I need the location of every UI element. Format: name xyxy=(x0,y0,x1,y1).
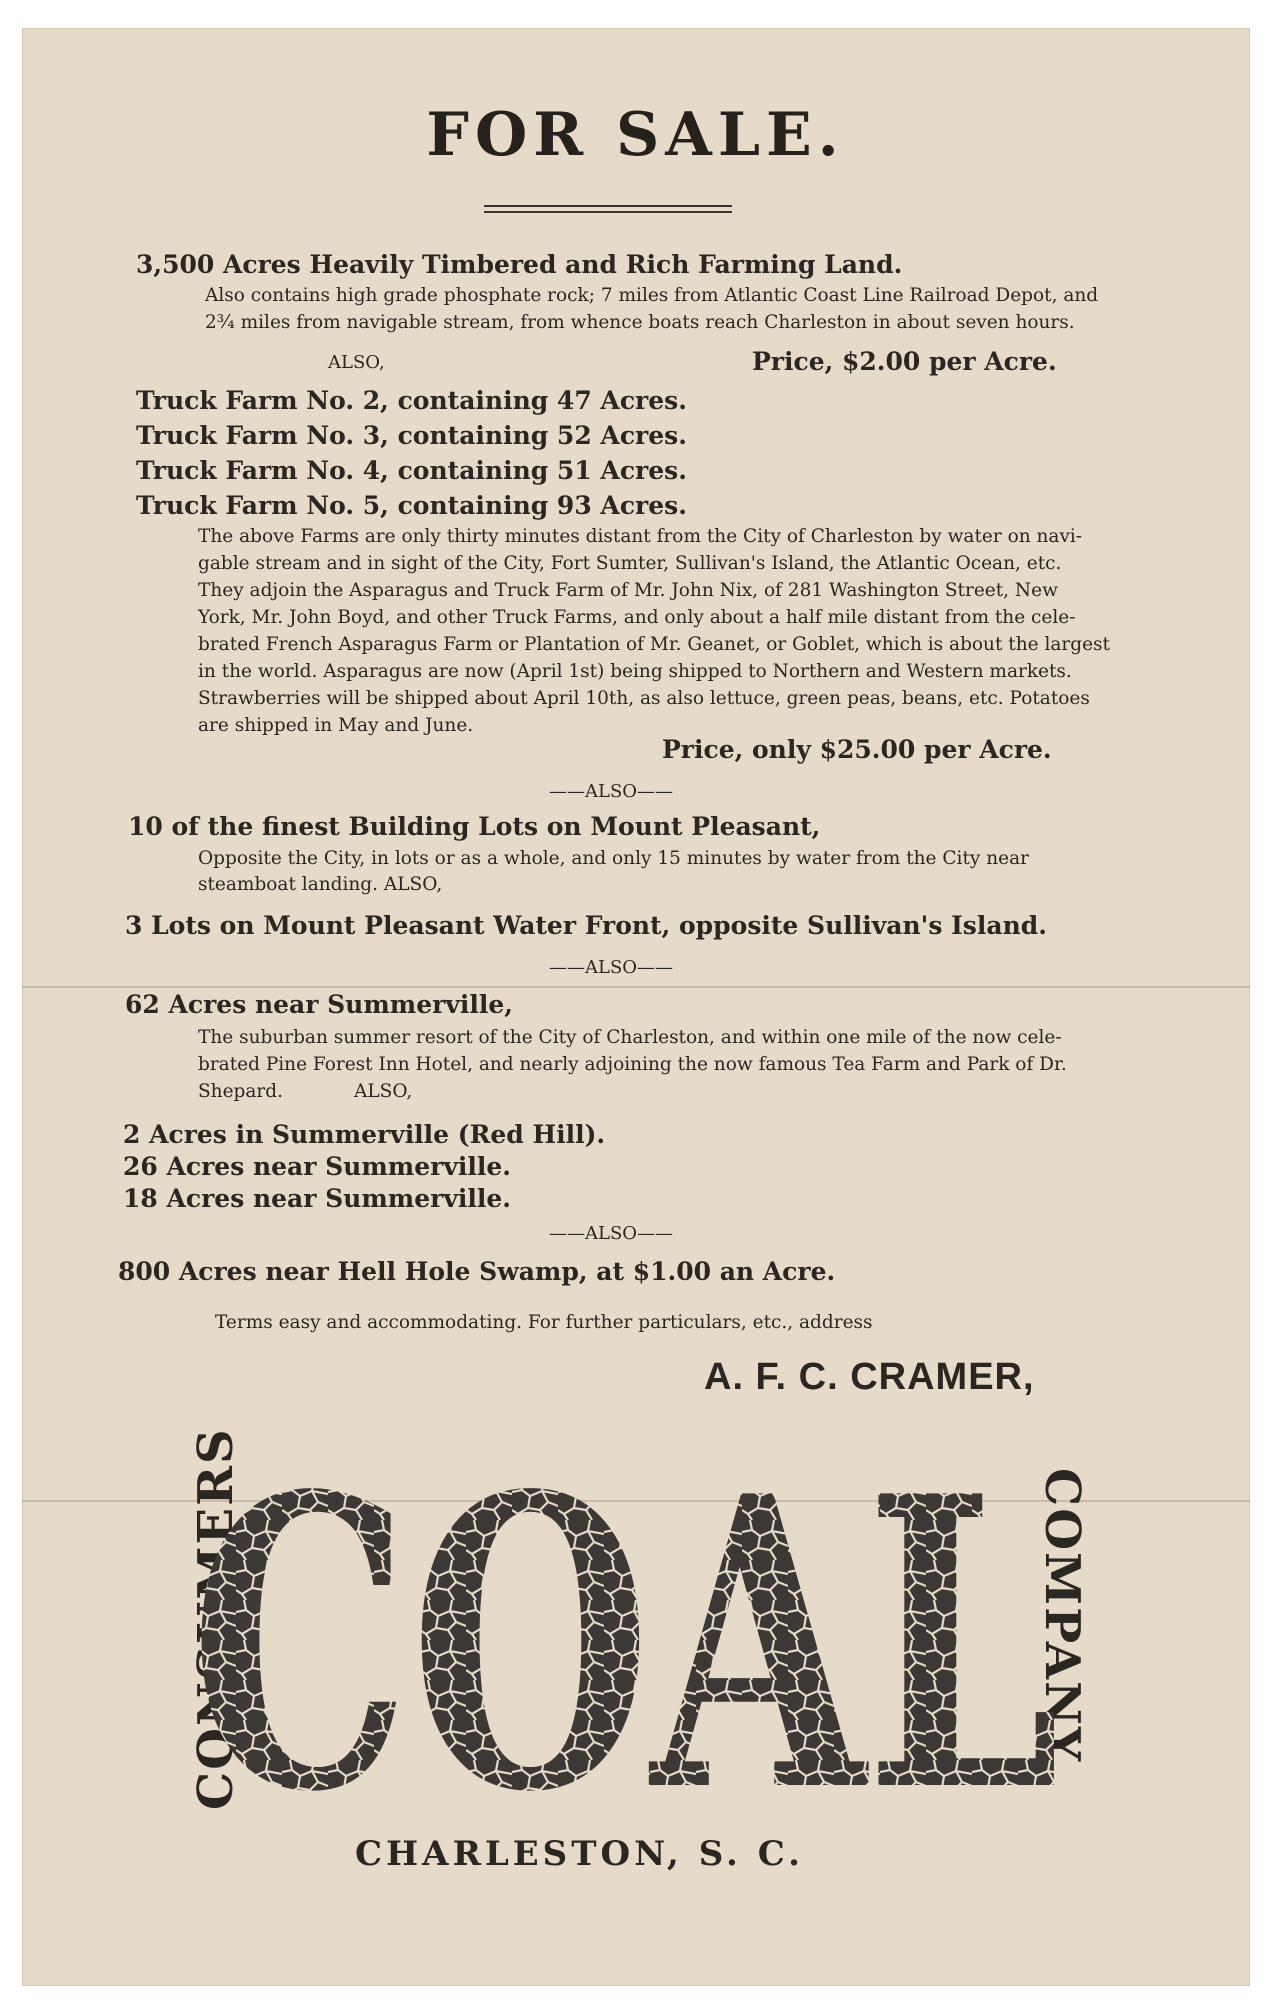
farms-description-line: gable stream and in sight of the City, Fort Sumter, Sullivan's Island, the Atlantic Ocean, etc. xyxy=(198,553,1062,574)
company-vertical: COMPANY, xyxy=(1034,1468,1090,1776)
city-line: CHARLESTON, S. C. xyxy=(355,1834,805,1874)
tract-line: Also contains high grade phosphate rock; 7 miles from Atlantic Coast Line Railroad Depot, and xyxy=(205,285,1099,306)
hell-hole-swamp: 800 Acres near Hell Hole Swamp, at $1.00 an Acre. xyxy=(118,1257,836,1286)
farms-description-line: are shipped in May and June. xyxy=(198,715,474,736)
lots-line: steamboat landing. ALSO, xyxy=(198,874,443,895)
agent-name: A. F. C. CRAMER, xyxy=(704,1356,1035,1398)
waterfront-lots: 3 Lots on Mount Pleasant Water Front, opposite Sullivan's Island. xyxy=(125,911,1047,940)
coal-word: COAL xyxy=(190,1410,1060,1820)
truck-farm-item: Truck Farm No. 4, containing 51 Acres. xyxy=(136,456,687,485)
title-rule xyxy=(484,211,732,213)
also-divider: ——ALSO—— xyxy=(549,1223,674,1244)
summerville-item: 2 Acres in Summerville (Red Hill). xyxy=(123,1120,606,1149)
terms-line: Terms easy and accommodating. For further particulars, etc., address xyxy=(215,1312,873,1333)
truck-farm-item: Truck Farm No. 2, containing 47 Acres. xyxy=(136,386,687,415)
farms-description-line: Strawberries will be shipped about April 10th, as also lettuce, green peas, beans, etc. Potatoes xyxy=(198,688,1090,709)
title-rule xyxy=(484,205,732,207)
summerville-item: 18 Acres near Summerville. xyxy=(123,1184,511,1213)
summerville-line: Shepard. xyxy=(198,1081,283,1102)
tract-price: Price, $2.00 per Acre. xyxy=(752,347,1057,376)
summerville-line: brated Pine Forest Inn Hotel, and nearly adjoining the now famous Tea Farm and Park of Dr. xyxy=(198,1054,1067,1075)
also-divider: ——ALSO—— xyxy=(549,957,674,978)
lots-line: Opposite the City, in lots or as a whole, and only 15 minutes by water from the City near xyxy=(198,848,1029,869)
also-divider: ——ALSO—— xyxy=(549,781,674,802)
lots-heading: 10 of the finest Building Lots on Mount Pleasant, xyxy=(128,812,821,841)
summerville-item: 26 Acres near Summerville. xyxy=(123,1152,511,1181)
farms-price: Price, only $25.00 per Acre. xyxy=(662,735,1052,764)
summerville-heading: 62 Acres near Summerville, xyxy=(125,990,513,1019)
poster-title: FOR SALE. xyxy=(426,100,845,170)
fold-line xyxy=(22,986,1250,988)
consumers-vertical: CONSUMERS xyxy=(188,1427,244,1810)
farms-description-line: York, Mr. John Boyd, and other Truck Farms, and only about a half mile distant from the cele- xyxy=(198,607,1076,628)
truck-farm-item: Truck Farm No. 5, containing 93 Acres. xyxy=(136,491,687,520)
farms-description-line: They adjoin the Asparagus and Truck Farm of Mr. John Nix, of 281 Washington Street, New xyxy=(198,580,1058,601)
farms-description-line: brated French Asparagus Farm or Plantation of Mr. Geanet, or Goblet, which is about the largest xyxy=(198,634,1110,655)
summerville-line: The suburban summer resort of the City of Charleston, and within one mile of the now cele- xyxy=(198,1027,1062,1048)
also-label: ALSO, xyxy=(354,1081,413,1102)
coal-cracked-letters xyxy=(190,1400,1070,1820)
farms-description-line: in the world. Asparagus are now (April 1st) being shipped to Northern and Western markets. xyxy=(198,661,1072,682)
farms-description-line: The above Farms are only thirty minutes distant from the City of Charleston by water on navi- xyxy=(198,526,1083,547)
tract-line: 2¾ miles from navigable stream, from whence boats reach Charleston in about seven hours. xyxy=(205,312,1075,333)
also-label: ALSO, xyxy=(328,352,385,373)
tract-heading: 3,500 Acres Heavily Timbered and Rich Farming Land. xyxy=(136,250,903,279)
truck-farm-item: Truck Farm No. 3, containing 52 Acres. xyxy=(136,421,687,450)
